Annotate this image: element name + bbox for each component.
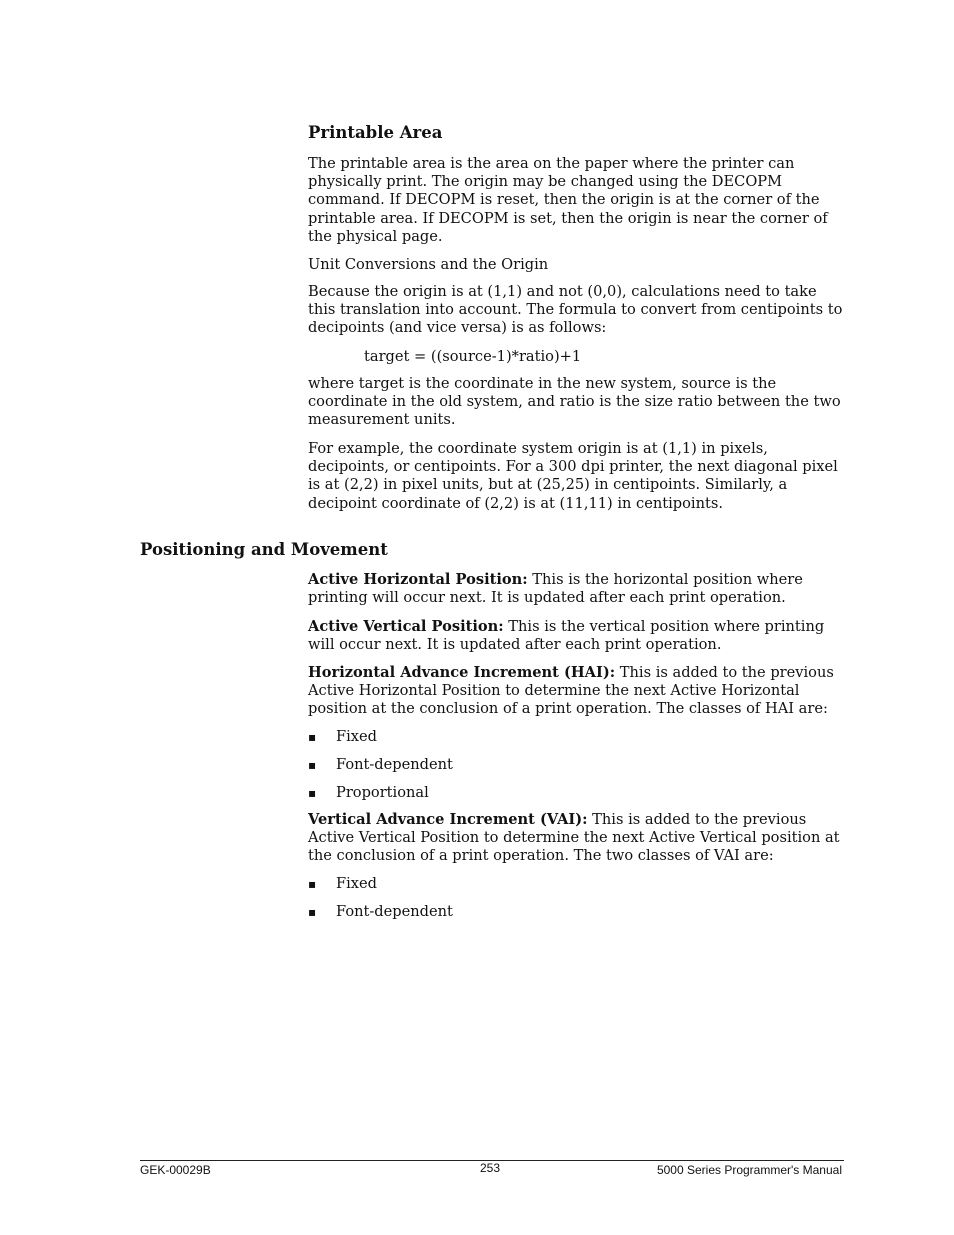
list-item: [308, 728, 846, 746]
subheading-unit-conversions: Unit Conversions and the Origin: [308, 256, 549, 273]
formula-block: [308, 348, 846, 366]
term-description: This is added to the previous Active Horizontal Position to determine the next Active Horizontal position at the conclusion of a print operation. The classes of HAI are:: [308, 664, 834, 718]
definition-active-horizontal: [308, 571, 846, 607]
list-item: [308, 903, 846, 921]
term-label: Active Horizontal Position:: [308, 571, 528, 588]
paragraph-printable-area-definition: The printable area is the area on the paper where the printer can physically print. The origin may be changed using the DECOPM command. If DECOPM is reset, then the origin is at the corner of the printable area. If DECOPM is set, then the origin is near the corner of the physical page.: [308, 155, 828, 245]
vai-class-item: [308, 903, 846, 921]
conversion-formula: target = ((source-1)*ratio)+1: [364, 348, 582, 365]
definition-paragraph: [308, 664, 846, 719]
term-label: Horizontal Advance Increment (HAI):: [308, 664, 616, 681]
list-item-label: Proportional: [336, 784, 429, 801]
footer-manual-title: 5000 Series Programmer's Manual: [656, 1163, 842, 1177]
list-item-label: Font-dependent: [336, 903, 453, 920]
hai-class-item: [308, 756, 846, 774]
paragraph-coordinate-example: For example, the coordinate system origin is at (1,1) in pixels, decipoints, or centipoints. For a 300 dpi printer, the next diagonal pixel is at (2,2) in pixel units, but at (25,25) in centipoints. Similarly, a decipoint coordinate of (2,2) is at (11,11) in centipoints.: [308, 440, 838, 512]
bullet-icon: ▪: [308, 905, 317, 919]
term-description: This is the horizontal position where printing will occur next. It is updated after each print operation.: [308, 571, 803, 607]
definition-vai: [308, 811, 846, 866]
footer-document-id: GEK-00029B: [140, 1163, 211, 1177]
term-label: Vertical Advance Increment (VAI):: [308, 811, 588, 828]
printable-area-paragraph: [308, 155, 846, 246]
list-item: [308, 875, 846, 893]
hai-class-item: [308, 784, 846, 802]
paragraph-formula-explanation: where target is the coordinate in the new system, source is the coordinate in the old system, and ratio is the size ratio between the two measurement units.: [308, 375, 841, 429]
definition-paragraph: [308, 571, 846, 607]
list-item-label: Fixed: [336, 728, 378, 745]
term-label: Active Vertical Position:: [308, 618, 504, 635]
example-block: [308, 440, 846, 513]
list-item: [308, 784, 846, 802]
bullet-icon: ▪: [308, 758, 317, 772]
section-heading-printable-area: Printable Area: [308, 123, 443, 142]
vai-class-item: [308, 875, 846, 893]
list-item-label: Fixed: [336, 875, 378, 892]
formula-explanation-block: [308, 375, 846, 430]
definition-hai: [308, 664, 846, 719]
section-heading-positioning: Positioning and Movement: [140, 540, 388, 559]
definition-paragraph: [308, 618, 846, 654]
origin-translation-block: [308, 283, 846, 338]
bullet-icon: ▪: [308, 730, 317, 744]
bullet-icon: ▪: [308, 877, 317, 891]
term-description: This is the vertical position where printing will occur next. It is updated after each print operation.: [308, 618, 825, 654]
definition-paragraph: [308, 811, 846, 866]
footer-page-number: 253: [480, 1161, 501, 1175]
definition-active-vertical: [308, 618, 846, 654]
term-description: This is added to the previous Active Vertical Position to determine the next Active Vertical position at the conclusion of a print operation. The two classes of VAI are:: [308, 811, 840, 865]
unit-conversions-subheading-block: [308, 256, 846, 274]
paragraph-origin-translation: Because the origin is at (1,1) and not (0,0), calculations need to take this translation into account. The formula to convert from centipoints to decipoints (and vice versa) is as follows:: [308, 283, 843, 337]
hai-class-item: [308, 728, 846, 746]
list-item: [308, 756, 846, 774]
list-item-label: Font-dependent: [336, 756, 453, 773]
bullet-icon: ▪: [308, 786, 317, 800]
